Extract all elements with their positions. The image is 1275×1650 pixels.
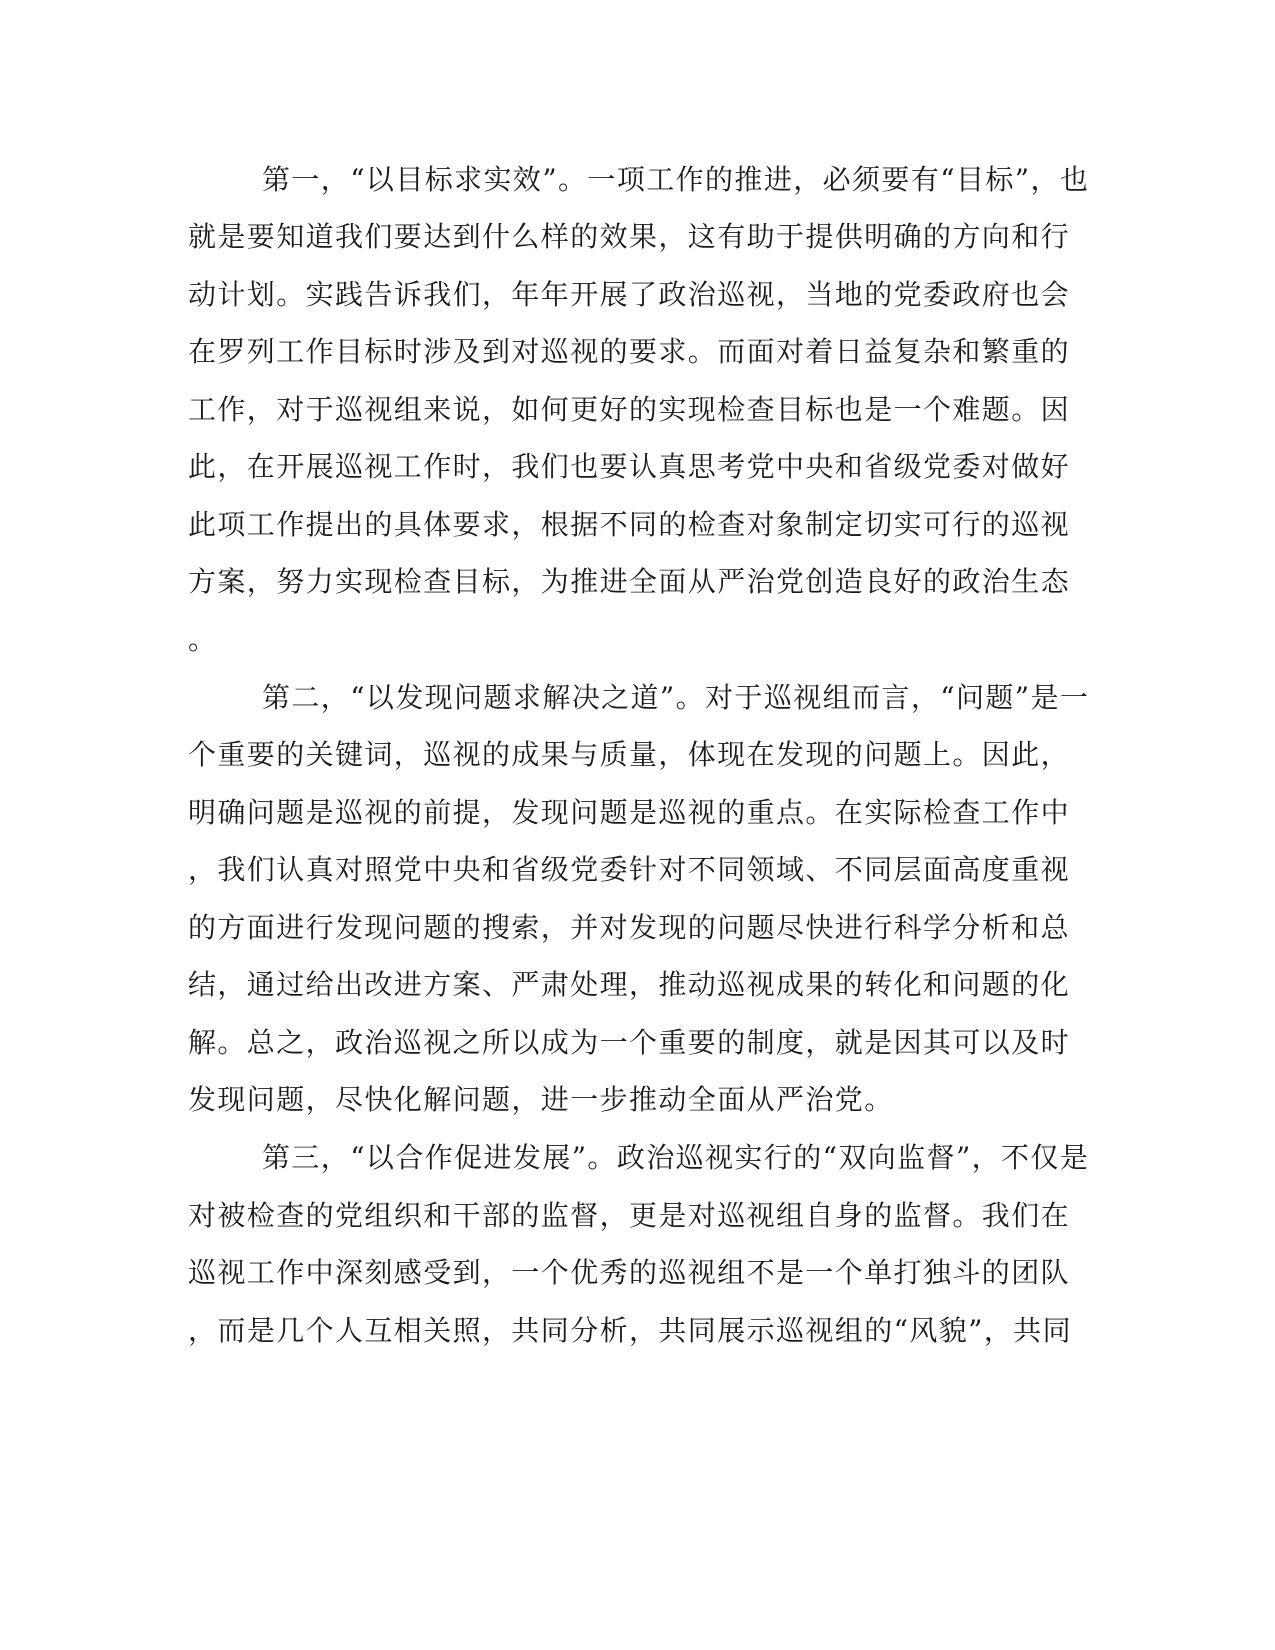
paragraph-line: 对被检查的党组织和干部的监督，更是对巡视组自身的监督。我们在: [188, 1199, 1071, 1232]
paragraph-line: 发现问题，尽快化解问题，进一步推动全面从严治党。: [188, 1083, 894, 1116]
paragraph-line: ，而是几个人互相关照，共同分析，共同展示巡视组的“风貌”，共同: [188, 1314, 1073, 1347]
paragraph-line: 工作，对于巡视组来说，如何更好的实现检查目标也是一个难题。因: [188, 393, 1071, 426]
paragraph-line: 在罗列工作目标时涉及到对巡视的要求。而面对着日益复杂和繁重的: [188, 335, 1071, 368]
paragraph-line: 个重要的关键词，巡视的成果与质量，体现在发现的问题上。因此，: [188, 738, 1071, 771]
paragraph-line: 动计划。实践告诉我们，年年开展了政治巡视，当地的党委政府也会: [188, 278, 1071, 311]
paragraph-line: 。: [188, 623, 218, 656]
paragraph-line: 明确问题是巡视的前提，发现问题是巡视的重点。在实际检查工作中: [188, 796, 1071, 829]
paragraph-line: 此，在开展巡视工作时，我们也要认真思考党中央和省级党委对做好: [188, 450, 1071, 483]
paragraph-line: ，我们认真对照党中央和省级党委针对不同领域、不同层面高度重视: [188, 853, 1071, 886]
paragraph-line: 方案，努力实现检查目标，为推进全面从严治党创造良好的政治生态: [188, 565, 1071, 598]
paragraph-line: 第一，“以目标求实效”。一项工作的推进，必须要有“目标”，也: [262, 163, 1090, 196]
paragraph-line: 解。总之，政治巡视之所以成为一个重要的制度，就是因其可以及时: [188, 1026, 1071, 1059]
paragraph-line: 就是要知道我们要达到什么样的效果，这有助于提供明确的方向和行: [188, 220, 1071, 253]
paragraph-line: 第三，“以合作促进发展”。政治巡视实行的“双向监督”，不仅是: [262, 1141, 1090, 1174]
paragraph-line: 第二，“以发现问题求解决之道”。对于巡视组而言，“问题”是一: [262, 681, 1090, 714]
paragraph-line: 结，通过给出改进方案、严肃处理，推动巡视成果的转化和问题的化: [188, 968, 1071, 1001]
paragraph-line: 巡视工作中深刻感受到，一个优秀的巡视组不是一个单打独斗的团队: [188, 1256, 1071, 1289]
paragraph-line: 的方面进行发现问题的搜索，并对发现的问题尽快进行科学分析和总: [188, 911, 1071, 944]
paragraph-line: 此项工作提出的具体要求，根据不同的检查对象制定切实可行的巡视: [188, 508, 1071, 541]
